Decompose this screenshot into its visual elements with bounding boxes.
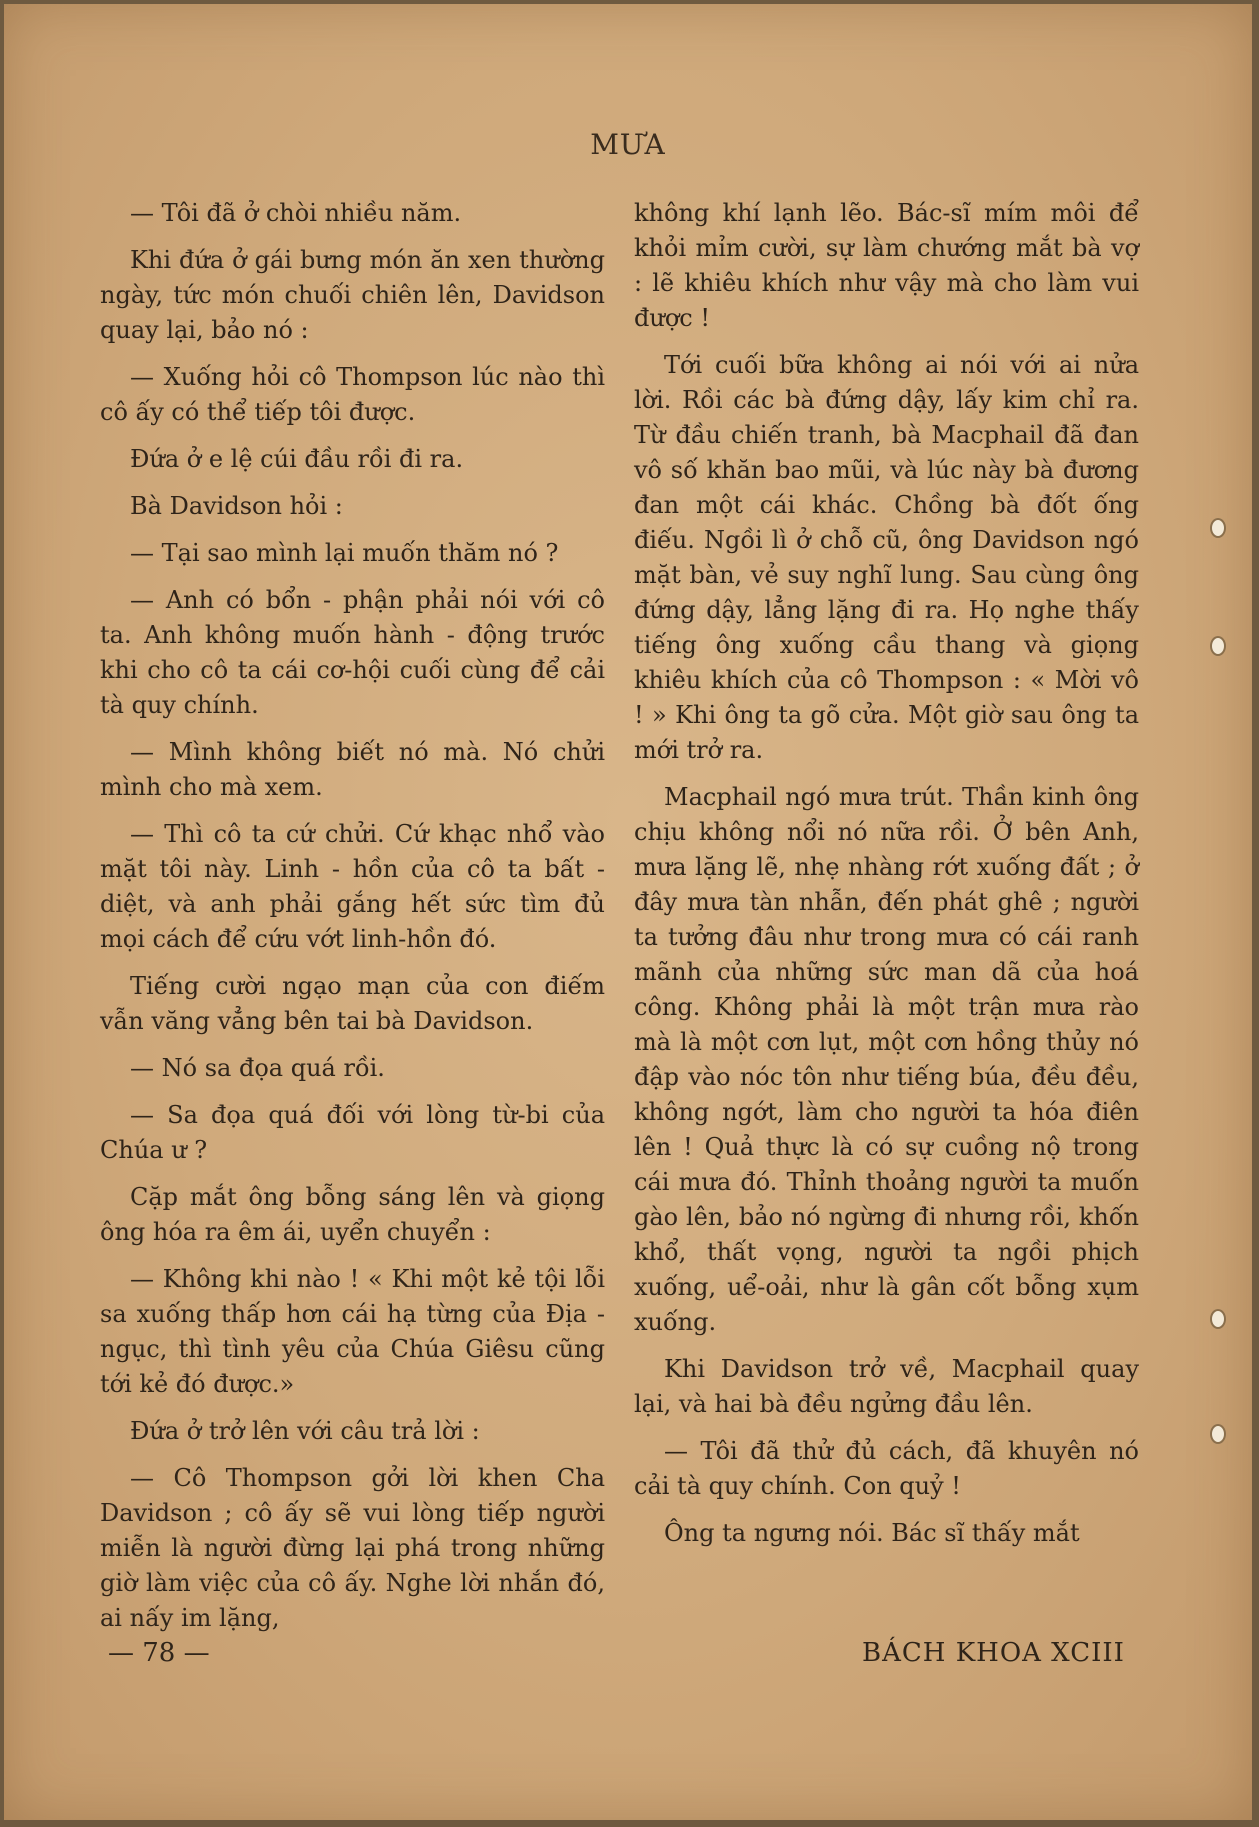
binding-hole [1210, 1309, 1226, 1329]
paragraph: Tiếng cười ngạo mạn của con điếm vẫn văng vẳng bên tai bà Davidson. [100, 972, 605, 1035]
page-number: — 78 — [108, 1638, 210, 1668]
paragraph-continued: không khí lạnh lẽo. Bác-sĩ mím môi để khỏi mỉm cười, sự làm chướng mắt bà vợ : lẽ khiêu khích như vậy mà cho làm vui được ! [634, 199, 1139, 332]
paragraph: — Tại sao mình lại muốn thăm nó ? [130, 539, 559, 567]
paragraph: Tới cuối bữa không ai nói với ai nửa lời. Rồi các bà đứng dậy, lấy kim chỉ ra. Từ đầu chiến tranh, bà Macphail đã đan vô số khăn bao mũi, và lúc này bà đương đan một cái khác. Chồng bà đốt ống điếu. Ngồi lì ở chỗ cũ, ông Davidson ngó mặt bàn, vẻ suy nghĩ lung. Sau cùng ông đứng dậy, lẳng lặng đi ra. Họ nghe thấy tiếng ông xuống cầu thang và giọng khiêu khích của cô Thompson : « Mời vô ! » Khi ông ta gõ cửa. Một giờ sau ông ta mới trở ra. [634, 351, 1139, 764]
paragraph: — Xuống hỏi cô Thompson lúc nào thì cô ấy có thể tiếp tôi được. [100, 363, 605, 426]
binding-hole [1210, 636, 1226, 656]
right-column [634, 196, 1139, 1563]
paragraph: Đứa ở e lệ cúi đầu rồi đi ra. [130, 445, 464, 473]
book-page [4, 4, 1252, 1820]
paragraph: Đứa ở trở lên với câu trả lời : [130, 1417, 480, 1445]
paragraph: — Cô Thompson gởi lời khen Cha Davidson ; cô ấy sẽ vui lòng tiếp người miễn là người đừng lại phá trong những giờ làm việc của cô ấy. Nghe lời nhắn đó, ai nấy im lặng, [100, 1464, 605, 1632]
paragraph: Khi Davidson trở về, Macphail quay lại, và hai bà đều ngửng đầu lên. [634, 1355, 1139, 1418]
paragraph: — Nó sa đọa quá rồi. [130, 1054, 385, 1082]
binding-hole [1210, 518, 1226, 538]
left-column [100, 196, 605, 1648]
paragraph: Bà Davidson hỏi : [130, 492, 343, 520]
running-title: MƯA [590, 128, 666, 161]
paragraph: — Thì cô ta cứ chửi. Cứ khạc nhổ vào mặt tôi này. Linh - hồn của cô ta bất - diệt, và anh phải gắng hết sức tìm đủ mọi cách để cứu vớt linh-hồn đó. [100, 820, 605, 953]
paragraph: — Sa đọa quá đối với lòng từ-bi của Chúa ư ? [100, 1101, 605, 1164]
paragraph: — Mình không biết nó mà. Nó chửi mình cho mà xem. [100, 738, 605, 801]
paragraph: Ông ta ngưng nói. Bác sĩ thấy mắt [664, 1519, 1080, 1547]
paragraph: — Tôi đã thử đủ cách, đã khuyên nó cải tà quy chính. Con quỷ ! [634, 1437, 1139, 1500]
paragraph: Macphail ngó mưa trút. Thần kinh ông chịu không nổi nó nữa rồi. Ở bên Anh, mưa lặng lẽ, nhẹ nhàng rớt xuống đất ; ở đây mưa tàn nhẫn, đến phát ghê ; người ta tưởng đâu như trong mưa có cái ranh mãnh của những sức man dã của hoá công. Không phải là một trận mưa rào mà là một cơn lụt, một cơn hồng thủy nó đập vào nóc tôn như tiếng búa, đều đều, không ngớt, làm cho người ta hóa điên lên ! Quả thực là có sự cuồng nộ trong cái mưa đó. Thỉnh thoảng người ta muốn gào lên, bảo nó ngừng đi nhưng rồi, khốn khổ, thất vọng, người ta ngồi phịch xuống, uể-oải, như là gân cốt bỗng xụm xuống. [634, 783, 1139, 1336]
publication-name: BÁCH KHOA XCIII [862, 1638, 1125, 1668]
paragraph: Khi đứa ở gái bưng món ăn xen thường ngày, tức món chuối chiên lên, Davidson quay lại, bảo nó : [100, 246, 605, 344]
paragraph: — Tôi đã ở chòi nhiều năm. [130, 199, 462, 227]
paragraph: Cặp mắt ông bỗng sáng lên và giọng ông hóa ra êm ái, uyển chuyển : [100, 1183, 605, 1246]
paragraph: — Anh có bổn - phận phải nói với cô ta. Anh không muốn hành - động trước khi cho cô ta cái cơ-hội cuối cùng để cải tà quy chính. [100, 586, 605, 719]
binding-hole [1210, 1424, 1226, 1444]
paragraph: — Không khi nào ! « Khi một kẻ tội lỗi sa xuống thấp hơn cái hạ từng của Địa - ngục, thì tình yêu của Chúa Giêsu cũng tới kẻ đó được.» [100, 1265, 605, 1398]
